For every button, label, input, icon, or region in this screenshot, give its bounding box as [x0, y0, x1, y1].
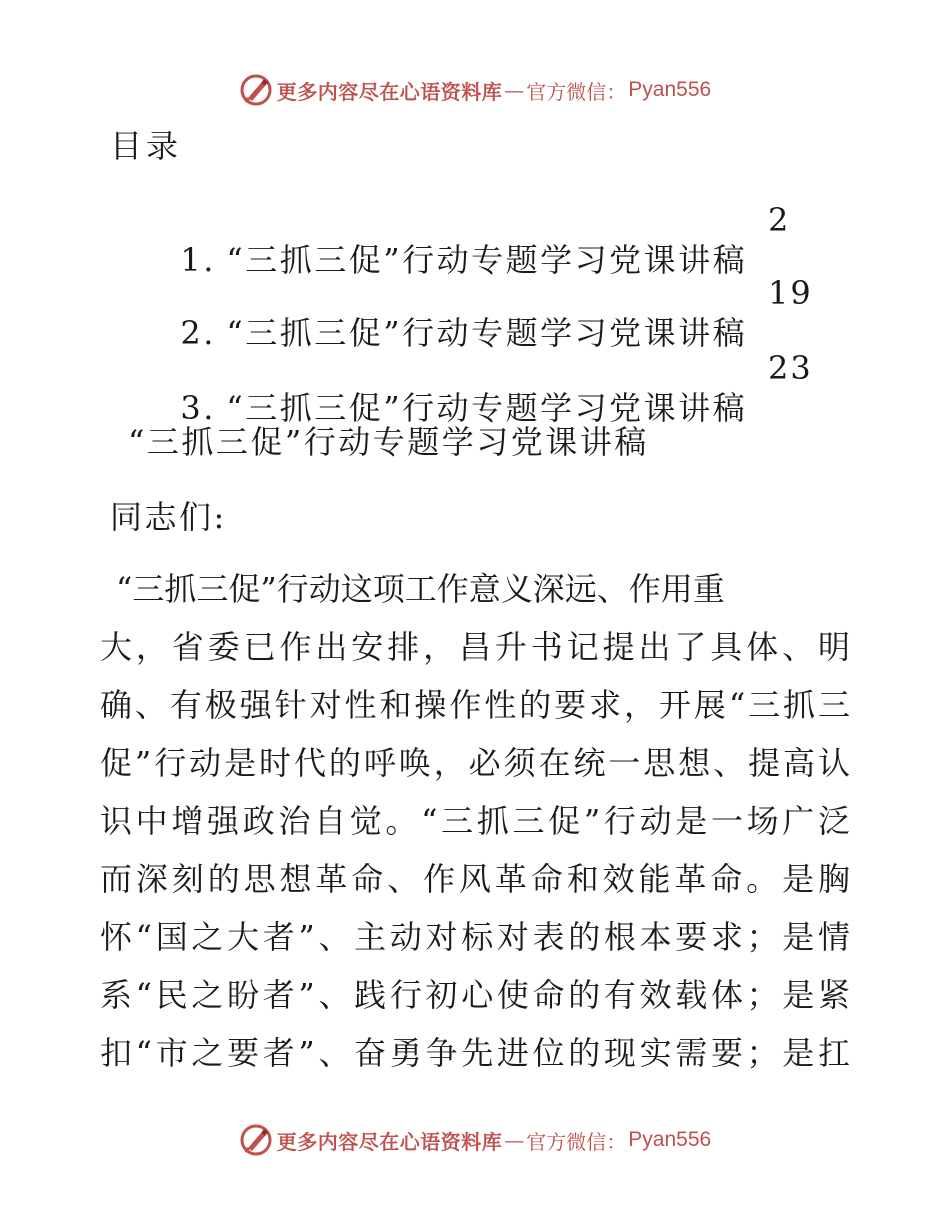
article-heading: “三抓三促”行动专题学习党课讲稿 [128, 423, 649, 461]
article-paragraph [100, 560, 850, 1082]
watermark-dash: — [504, 1128, 525, 1152]
paragraph-line: 促”行动是时代的呼唤，必须在统一思想、提高认 [100, 744, 850, 782]
paragraph-line: 确、有极强针对性和操作性的要求，开展“三抓三 [100, 686, 850, 724]
pen-logo-icon [239, 73, 273, 107]
toc-item-number: 1. [180, 241, 216, 279]
header-watermark [0, 70, 950, 110]
watermark-sub-text: 官方微信： [526, 79, 627, 104]
watermark-wechat-id: Pyan556 [628, 1128, 712, 1151]
watermark-wechat-id: Pyan556 [628, 78, 712, 101]
paragraph-line: 识中增强政治自觉。“三抓三促”行动是一场广泛 [100, 802, 850, 840]
paragraph-line: 系“民之盼者”、践行初心使命的有效载体；是紧 [100, 976, 850, 1014]
pen-logo-icon [239, 1123, 273, 1157]
watermark-main-text: 更多内容尽在心语资料库 [276, 1129, 503, 1154]
paragraph-line: “三抓三促”行动这项工作意义深远、作用重 [116, 570, 725, 608]
toc-item-title: “三抓三促”行动专题学习党课讲稿 [226, 389, 748, 427]
watermark-sub-text: 官方微信： [526, 1129, 627, 1154]
paragraph-line: 而深刻的思想革命、作风革命和效能革命。是胸 [100, 860, 850, 898]
watermark-dash: — [504, 78, 525, 102]
footer-watermark [0, 1120, 950, 1160]
article-greeting: 同志们: [110, 498, 227, 536]
watermark-main-text: 更多内容尽在心语资料库 [276, 79, 503, 104]
toc-item-page: 19 [768, 274, 813, 312]
paragraph-line: 扣“市之要者”、奋勇争先进位的现实需要；是扛 [100, 1034, 850, 1072]
toc-item-page: 2 [768, 201, 791, 239]
toc-item-title: “三抓三促”行动专题学习党课讲稿 [226, 241, 748, 279]
toc-item-number: 2. [180, 314, 216, 352]
toc-item-number: 3. [180, 389, 216, 427]
toc-title: 目录 [110, 127, 183, 165]
paragraph-line: 怀“国之大者”、主动对标对表的根本要求；是情 [100, 918, 850, 956]
toc-item-title: “三抓三促”行动专题学习党课讲稿 [226, 314, 748, 352]
toc-item-page: 23 [768, 349, 813, 387]
paragraph-line: 大，省委已作出安排，昌升书记提出了具体、明 [100, 628, 850, 666]
